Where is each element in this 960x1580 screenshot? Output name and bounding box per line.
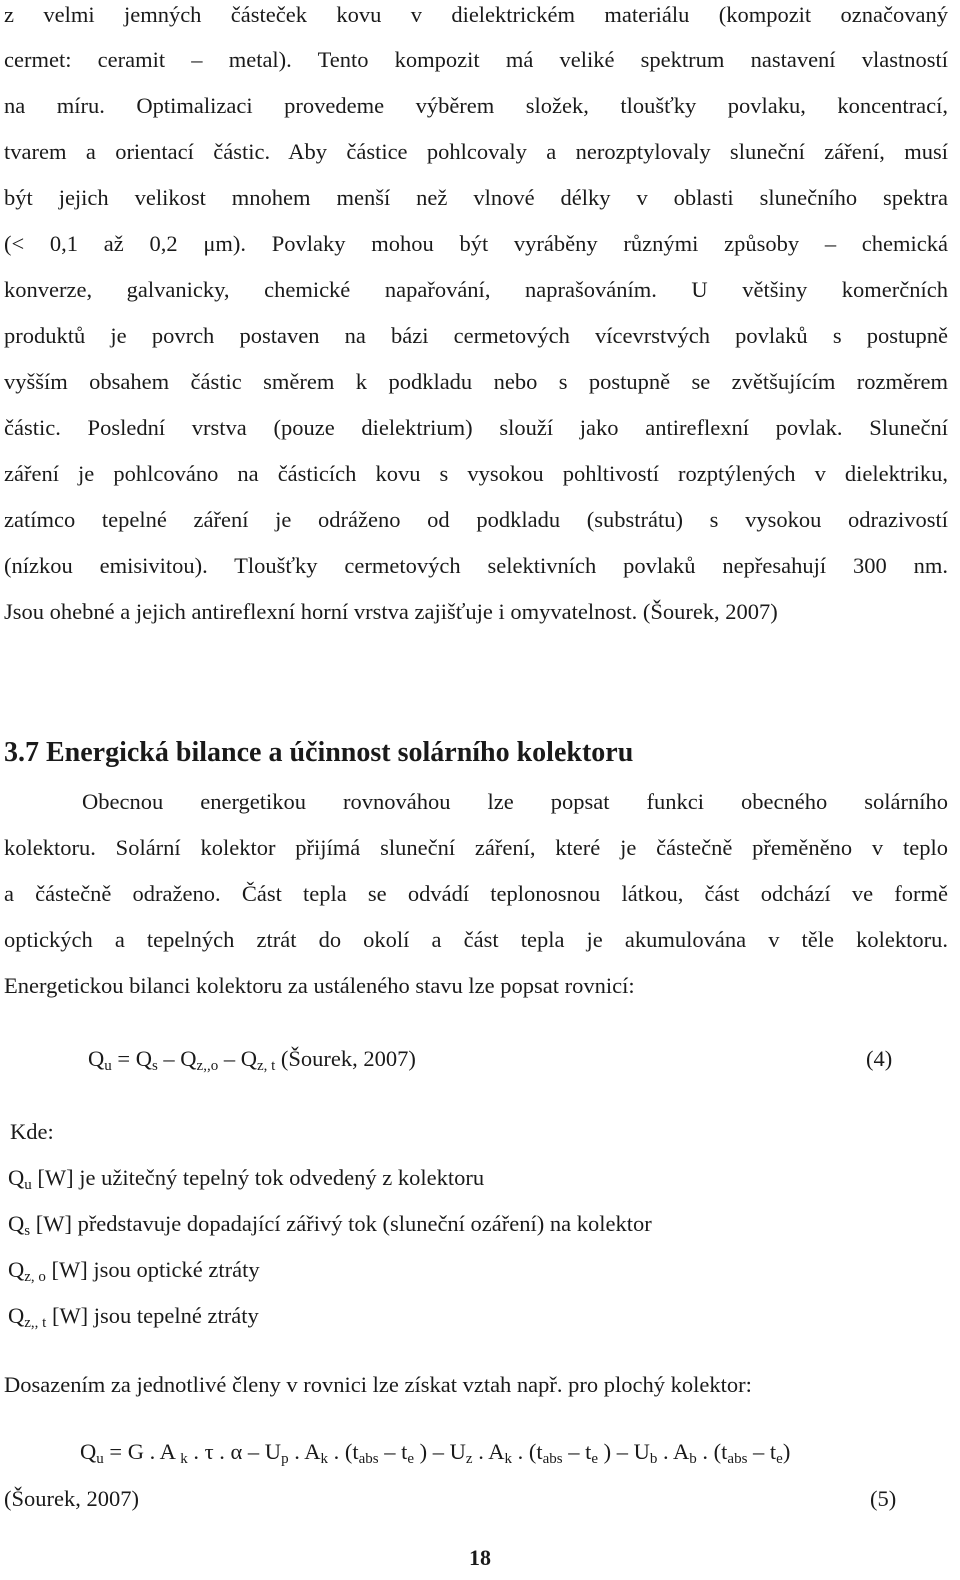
text-line: konverze, galvanicky, chemické napařování, naprašováním. U většiny komerčních [4, 277, 948, 302]
text-line: záření je pohlcováno na částicích kovu s vysokou pohltivostí rozptýlených v dielektriku, [4, 461, 948, 486]
definition-item: $Q_u$ [W] je užitečný tepelný tok odvedený z kolektoru [8, 1165, 485, 1193]
definition-item: $Q_s$ [W] představuje dopadající zářivý tok (sluneční ozáření) na kolektor [8, 1211, 652, 1239]
text-line: cermet: ceramit – metal). Tento kompozit má veliké spektrum nastavení vlastností [4, 47, 948, 72]
definitions-label: Kde: [10, 1119, 54, 1144]
text-line: být jejich velikost mnohem menší než vlnové délky v oblasti slunečního spektra [4, 185, 948, 210]
definition-item: $Q_{z,, t}$ [W] jsou tepelné ztráty [8, 1303, 259, 1331]
equation-number: (5) [870, 1486, 897, 1511]
text-line: částic. Poslední vrstva (pouze dielektrium) slouží jako antireflexní povlak. Sluneční [4, 415, 948, 440]
text-line: produktů je povrch postaven na bázi cermetových vícevrstvých povlaků s postupně [4, 323, 948, 348]
text-line: z velmi jemných částeček kovu v dielektrickém materiálu (kompozit označovaný [4, 2, 948, 27]
text-line: Jsou ohebné a jejich antireflexní horní vrstva zajišťuje i omyvatelnost. (Šourek, 2007) [4, 599, 778, 624]
text-line: zatímco tepelné záření je odráženo od podkladu (substrátu) s vysokou odrazivostí [4, 507, 948, 532]
page-number: 18 [469, 1545, 491, 1570]
equation-number: (4) [866, 1046, 893, 1071]
text-line: a částečně odraženo. Část tepla se odvádí teplonosnou látkou, část odchází ve formě [4, 881, 948, 906]
equation-4: $Q_u = Q_s - Q_{z,,o} - Q_{z, t}$ (Šourek, 2007) [88, 1046, 416, 1074]
citation: (Šourek, 2007) [4, 1486, 139, 1511]
text-line: Obecnou energetikou rovnováhou lze popsat funkci obecného solárního [82, 789, 948, 814]
text-line: (nízkou emisivitou). Tloušťky cermetových selektivních povlaků nepřesahují 300 nm. [4, 553, 948, 578]
text-line: (< 0,1 až 0,2 μm). Povlaky mohou být vyráběny různými způsoby – chemická [4, 231, 948, 256]
text-line: Dosazením za jednotlivé členy v rovnici lze získat vztah např. pro plochý kolektor: [4, 1372, 752, 1397]
section-heading: 3.7 Energická bilance a účinnost solárního kolektoru [4, 737, 634, 768]
text-line: na míru. Optimalizaci provedeme výběrem složek, tloušťky povlaku, koncentrací, [4, 93, 948, 118]
definition-item: $Q_{z, o}$ [W] jsou optické ztráty [8, 1257, 260, 1285]
text-line: tvarem a orientací částic. Aby částice pohlcovaly a nerozptylovaly sluneční záření, musí [4, 139, 948, 164]
text-line: optických a tepelných ztrát do okolí a část tepla je akumulována v těle kolektoru. [4, 927, 948, 952]
text-line: vyšším obsahem částic směrem k podkladu nebo s postupně se zvětšujícím rozměrem [4, 369, 948, 394]
equation-5: $Q_u = G$ . A $_k$ . τ . α – $U_p$ . $A_k$ . ($t_{abs} - t_e$ ) – $U_z$ . $A_k$ . ($t_{abs} - t_e$ ) – $U_b$ . $A_b$ . $(t_{abs} - t_e)$ [80, 1439, 791, 1467]
text-line: Energetickou bilanci kolektoru za ustáleného stavu lze popsat rovnicí: [4, 973, 635, 998]
text-line: kolektoru. Solární kolektor přijímá sluneční záření, které je částečně přeměněno v teplo [4, 835, 948, 860]
